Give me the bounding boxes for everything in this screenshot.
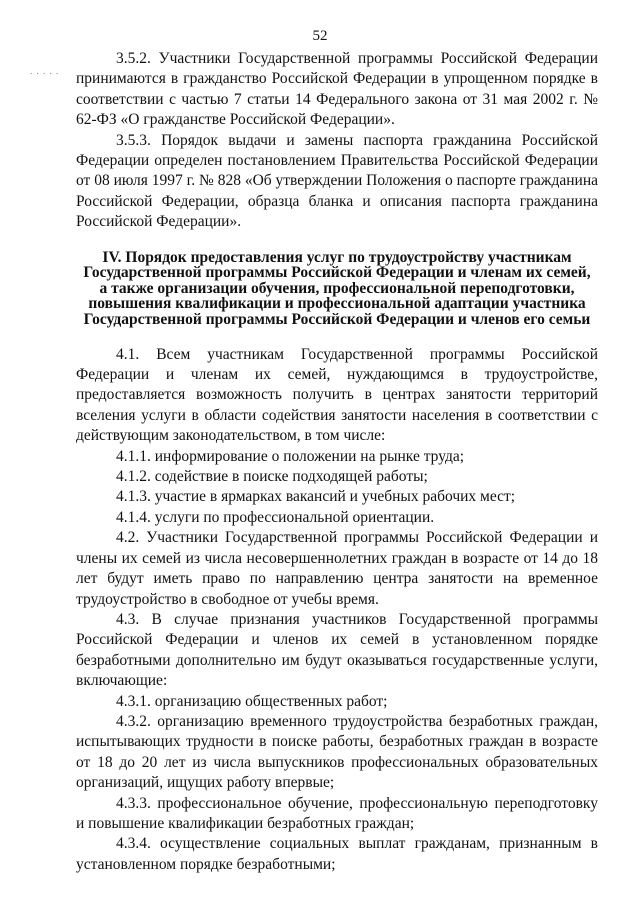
paragraph-3-5-2: 3.5.2. Участники Государственной программы Российской Федерации принимаются в гражданство Российской Федерации в упрощенном порядке в соответствии с частью 7 статьи 14 Федерального закона от 31 мая 2002 г. № 62-ФЗ «О гражданстве Российской Федерации». — [76, 50, 598, 129]
list-item-4-3-1: 4.3.1. организацию общественных работ; — [116, 692, 388, 710]
paragraph-4-3: 4.3. В случае признания участников Государственной программы Российской Федерации и членов их семей в установленном порядке безработными дополнительно им будут оказываться государственные услуги, включающие: — [76, 610, 598, 690]
page-number: 52 — [312, 28, 328, 44]
paragraph-4-3-3: 4.3.3. профессиональное обучение, профессиональную переподготовку и повышение квалификации безработных граждан; — [76, 794, 598, 832]
paragraph-4-3-2: 4.3.2. организацию временного трудоустройства безработных граждан, испытывающих трудности в поиске работы, безработных граждан в возрасте от 18 до 20 лет из числа выпускников профессиональных образовательных организаций, ищущих работу впервые; — [76, 712, 598, 792]
paragraph-4-2: 4.2. Участники Государственной программы Российской Федерации и члены их семей из числа несовершеннолетних граждан в возрасте от 14 до 18 лет будут иметь право по направлению центра занятости на временное трудоустройство в свободное от учебы время. — [76, 529, 598, 608]
document-body — [76, 49, 598, 875]
list-item-4-1-2: 4.1.2. содействие в поиске подходящей работы; — [116, 468, 428, 486]
paragraph-3-5-3: 3.5.3. Порядок выдачи и замены паспорта гражданина Российской Федерации определен постановлением Правительства Российской Федерации от 08 июля 1997 г. № 828 «Об утверждении Положения о паспорте гражданина Российской Федерации, образца бланка и описания паспорта гражданина Российской Федерации». — [76, 131, 598, 231]
section-heading: IV. Порядок предоставления услуг по трудоустройству участникам Государственной программы Российской Федерации и членам их семей, а также организации обучения, профессиональной переподготовки, повышения квалификации и профессиональной адаптации участника Государственной программы Российской Федерации и членов его семьи — [83, 248, 591, 329]
paragraph-4-1: 4.1. Всем участникам Государственной программы Российской Федерации и членам их семей, нуждающимся в трудоустройстве, предоставляется возможность получить в центрах занятости территорий вселения услуги в области содействия занятости населения в соответствии с действующим законодательством, в том числе: — [76, 345, 598, 445]
margin-mark: . . . . . — [30, 66, 60, 76]
list-item-4-1-4: 4.1.4. услуги по профессиональной ориентации. — [116, 508, 435, 526]
list-item-4-1-3: 4.1.3. участие в ярмарках вакансий и учебных рабочих мест; — [116, 488, 516, 506]
paragraph-4-3-4: 4.3.4. осуществление социальных выплат гражданам, признанным в установленном порядке безработными; — [76, 835, 598, 873]
list-item-4-1-1: 4.1.1. информирование о положении на рынке труда; — [116, 447, 465, 465]
